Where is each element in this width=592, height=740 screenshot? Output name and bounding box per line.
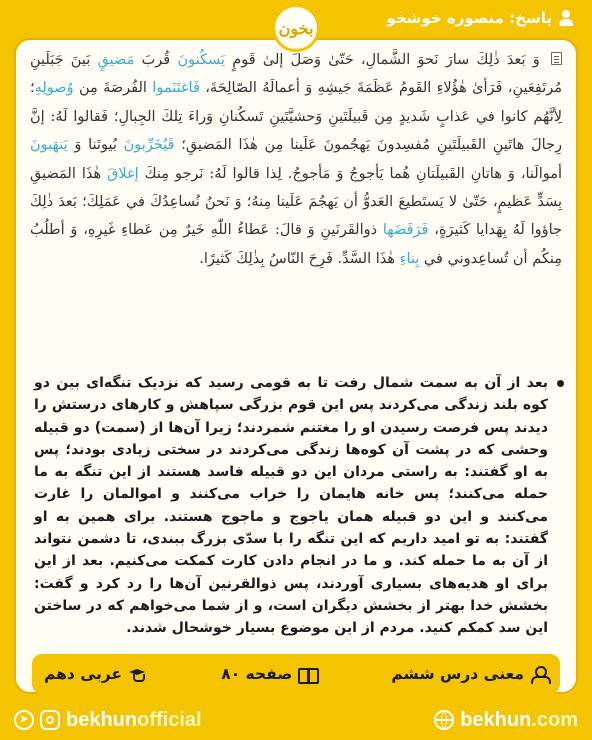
bullet-icon bbox=[557, 380, 564, 387]
arabic-segment: قُربَ bbox=[141, 52, 171, 68]
arabic-keyword: فَاغتَنَموا bbox=[152, 80, 200, 97]
subject-label: عربی دهم bbox=[44, 665, 122, 683]
arabic-keyword: فَرَفَضَها bbox=[382, 222, 429, 239]
page-info bbox=[221, 665, 316, 683]
teacher-icon bbox=[530, 666, 548, 682]
arabic-keyword: إغلاقَ bbox=[107, 165, 139, 182]
social-handle[interactable] bbox=[14, 709, 202, 732]
answer-author bbox=[386, 9, 574, 27]
document-icon bbox=[551, 52, 562, 65]
handle-prefix: bekhun bbox=[66, 708, 138, 731]
arabic-text bbox=[30, 46, 562, 368]
logo-text: بخون bbox=[278, 18, 314, 38]
answer-label: پاسخ: منصوره خوشخو bbox=[386, 9, 552, 27]
website-link[interactable] bbox=[434, 709, 578, 732]
arabic-keyword: بِناءِ bbox=[399, 250, 420, 267]
telegram-icon[interactable]: ➤ bbox=[14, 710, 34, 730]
site-suffix: .com bbox=[531, 708, 578, 731]
arabic-segment: هٰذَا المَضيقِ بِسَدٍّ عَظيمٍ، حَتّىٰ لا يَستَطيعَ العَدوُّ أن يَهجُمَ عَلَينا مِنهُ؛ وَ نَحنُ نُساعِدُكَ في عَمَلِكَ؛ بَعدَ ذٰلِكَ جاؤوا لَهُ بِهَدايا كَثيرَةٍ، bbox=[30, 165, 563, 239]
page-label: صفحه ۸۰ bbox=[221, 665, 293, 683]
persian-text: بعد از آن به سمت شمال رفت تا به قومی رسید که نزدیک تنگه‌ای بین دو کوه بلند زندگی می‌کردند پس این قوم بزرگی سپاهش و کارهای درستش را دیدند پس فرصت رسیدن او را مغتنم شمردند؛ زیرا آن‌ها از (سمت) دو قبیله وحشی که در پشت آن کوه‌ها زندگی می‌کردند در سختی زیادی بودند؛ پس به او گفتند: به راستی مردان این دو قبیله فاسد هستند از این تنگه به ما حمله می‌کنند؛ پس خانه هایمان را خراب می‌کنند و اموالمان را غارت می‌کنند و این دو قبیله همان یاجوج و ماجوج هستند. برای همین به او گفتند: به تو امید داریم که این تنگه را با سدّی بزرگ ببندی، تا دشمن نتواند از آن به ما حمله کند. و ما در انجام دادن کارت کمکت می‌کنیم. بعد از این برای او هدیه‌های بسیاری آوردند، پس ذوالقرنین آن‌ها را رد کرد و گفت: بخشش خدا بهتر از بخشش دیگران است، و از شما می‌خواهم که در ساختن این سد کمکم کنید. مردم از این موضوع بسیار خوشحال شدند. bbox=[34, 375, 548, 637]
book-icon bbox=[298, 666, 316, 682]
lesson-info bbox=[391, 665, 548, 683]
lesson-label: معنی درس ششم bbox=[391, 665, 524, 683]
footer bbox=[0, 700, 592, 740]
arabic-segment: الفُرصَةَ مِن bbox=[78, 80, 147, 97]
persian-translation bbox=[34, 372, 564, 644]
arabic-segment: هٰذَا السَّدِّ. فَرِحَ النّاسُ بِذٰلِكَ كَثيرًا. bbox=[199, 250, 396, 267]
arabic-keyword: مَضيقٍ bbox=[97, 52, 135, 68]
arabic-keyword: وُصولِهِ bbox=[34, 80, 74, 97]
site-prefix: bekhun bbox=[460, 708, 532, 731]
logo bbox=[272, 4, 320, 52]
arabic-keyword: يَسكُنونَ bbox=[177, 52, 225, 68]
arabic-segment: ؛ لِأنَّهُم كانوا في عَذابٍ شَديدٍ مِن قَبيلَتَينِ وَحشيَّتَينِ تَسكُنانِ وَراءَ تِلكَ الجِبالِ؛ فَقالوا لَهُ: إنَّ رِجالَ هاتَينِ القَبيلَتَينِ مُفسِدونَ يَهجُمونَ عَلَينا مِن هٰذَا المَضيقِ؛ bbox=[30, 80, 562, 154]
arabic-keyword: يَنهَبونَ bbox=[30, 137, 68, 154]
graduation-cap-icon bbox=[128, 666, 146, 682]
arabic-segment: بَينَ جَبَلَينِ مُرتَفِعَينِ، فَرَأىٰ هٰؤُلاءِ القَومُ عَظَمَةَ جَيشِهِ وَ أعمالَهُ الصّالِحَةَ، bbox=[30, 52, 563, 97]
user-icon bbox=[558, 10, 574, 26]
instagram-icon[interactable] bbox=[40, 710, 60, 730]
lesson-info-bar bbox=[32, 654, 560, 694]
globe-icon bbox=[434, 710, 454, 730]
arabic-keyword: فَيُخَرِّبونَ bbox=[123, 137, 175, 154]
handle-suffix: official bbox=[137, 708, 202, 731]
arabic-segment: أموالَنا، وَ هاتانِ القَبيلَتانِ هُما يَأجوجُ وَ مَأجوجُ. لِذا قالوا لَهُ: نَرجو مِنكَ bbox=[144, 165, 563, 182]
subject-info bbox=[44, 665, 146, 683]
arabic-segment: وَ بَعدَ ذٰلِكَ سارَ نَحوَ الشَّمالِ، حَتّىٰ وَصَلَ إلىٰ قَومٍ bbox=[232, 52, 540, 68]
arabic-segment: بُيوتَنا وَ bbox=[74, 137, 117, 154]
arabic-segment: ذوالقَرنَينِ وَ قالَ: عَطاءُ اللّٰهِ خَيرٌ مِن عَطاءِ غَيرِهِ، وَ أطلُبُ مِنكُم أن تُساعِدوني في bbox=[30, 222, 562, 267]
